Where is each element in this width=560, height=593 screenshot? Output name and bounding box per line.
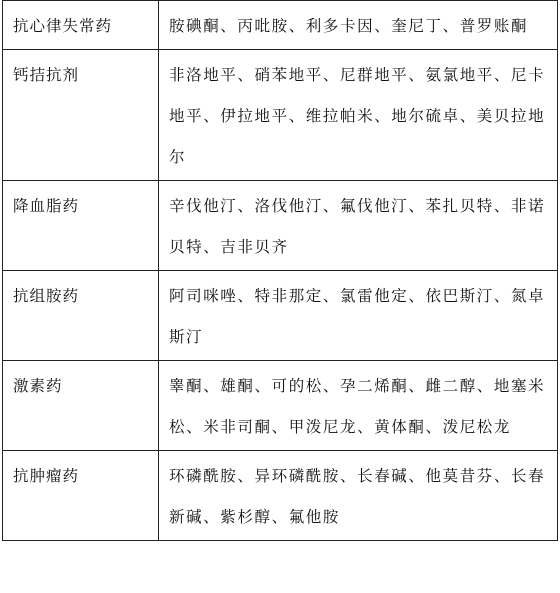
category-label: 激素药 bbox=[13, 377, 63, 395]
drug-list-text: 环磷酰胺、异环磷酰胺、长春碱、他莫昔芬、长春新碱、紫杉醇、氟他胺 bbox=[169, 467, 546, 526]
drug-list-cell bbox=[159, 451, 558, 541]
table-row bbox=[3, 361, 558, 451]
category-cell bbox=[3, 1, 159, 50]
category-label: 抗组胺药 bbox=[13, 287, 80, 305]
drug-list-cell bbox=[159, 181, 558, 271]
table-row bbox=[3, 271, 558, 361]
drug-list-cell bbox=[159, 361, 558, 451]
drug-list-text: 辛伐他汀、洛伐他汀、氟伐他汀、苯扎贝特、非诺贝特、吉非贝齐 bbox=[169, 197, 546, 256]
drug-list-cell bbox=[159, 271, 558, 361]
category-cell bbox=[3, 271, 159, 361]
table-row bbox=[3, 451, 558, 541]
category-label: 抗心律失常药 bbox=[13, 17, 113, 35]
table-row bbox=[3, 1, 558, 50]
drug-list-text: 睾酮、雄酮、可的松、孕二烯酮、雌二醇、地塞米松、米非司酮、甲泼尼龙、黄体酮、泼尼松龙 bbox=[169, 377, 546, 436]
drug-list-text: 胺碘酮、丙吡胺、利多卡因、奎尼丁、普罗账酮 bbox=[169, 17, 529, 35]
category-cell bbox=[3, 181, 159, 271]
drug-list-cell bbox=[159, 50, 558, 181]
table-row bbox=[3, 50, 558, 181]
category-label: 抗肿瘤药 bbox=[13, 467, 80, 485]
drug-list-text: 非洛地平、硝苯地平、尼群地平、氨氯地平、尼卡地平、伊拉地平、维拉帕米、地尔硫卓、美贝拉地尔 bbox=[169, 66, 546, 166]
drug-list-text: 阿司咪唑、特非那定、氯雷他定、依巴斯汀、氮卓斯汀 bbox=[169, 287, 546, 346]
category-cell bbox=[3, 50, 159, 181]
category-label: 降血脂药 bbox=[13, 197, 80, 215]
table-row bbox=[3, 181, 558, 271]
drug-list-cell bbox=[159, 1, 558, 50]
category-label: 钙拮抗剂 bbox=[13, 66, 80, 84]
category-cell bbox=[3, 451, 159, 541]
drug-category-table bbox=[2, 0, 558, 541]
category-cell bbox=[3, 361, 159, 451]
